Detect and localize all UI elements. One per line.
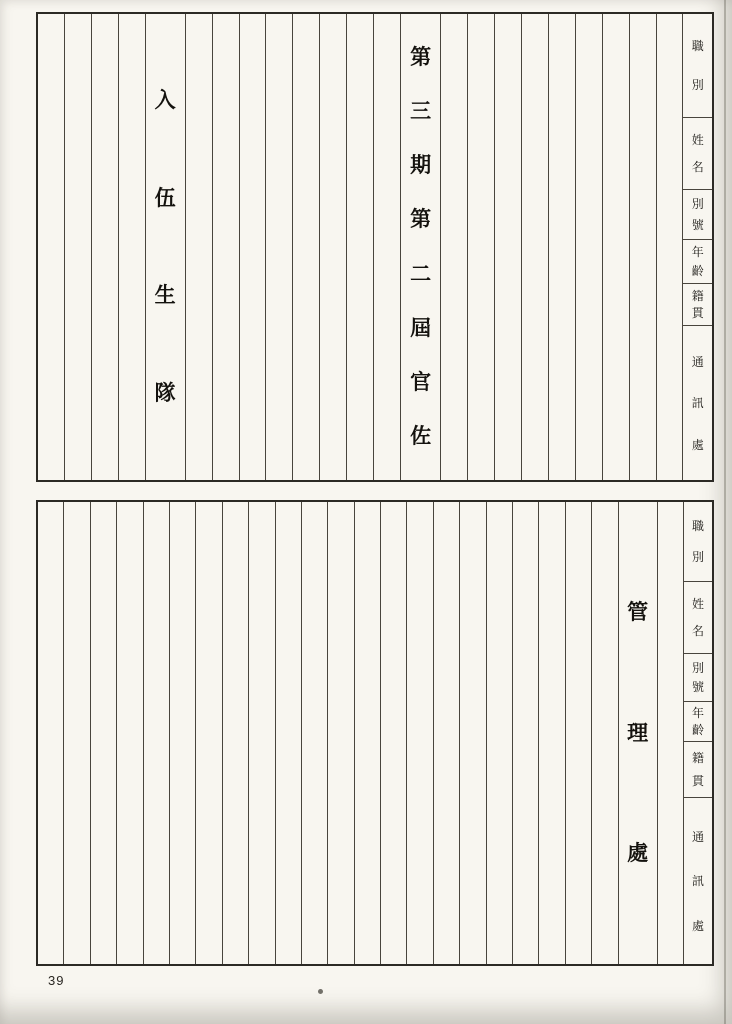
person-column xyxy=(486,502,512,964)
section-title-column xyxy=(145,14,185,480)
field-label-native: 籍 貫 xyxy=(684,742,712,798)
person-column xyxy=(512,502,538,964)
person-column xyxy=(169,502,195,964)
person-column xyxy=(185,14,212,480)
person-column xyxy=(327,502,353,964)
person-column xyxy=(64,14,91,480)
field-labels-column xyxy=(682,14,712,480)
person-column xyxy=(319,14,346,480)
person-column xyxy=(38,502,63,964)
person-column xyxy=(91,14,118,480)
person-column xyxy=(38,14,64,480)
field-label-native: 籍 貫 xyxy=(683,284,712,326)
field-label-hao: 別 號 xyxy=(684,654,712,702)
person-column xyxy=(222,502,248,964)
section-title-column xyxy=(400,14,440,480)
field-label-position: 職 別 xyxy=(683,14,712,118)
section-title-column xyxy=(618,502,657,964)
roster-table-top xyxy=(36,12,714,482)
person-column xyxy=(346,14,373,480)
person-column xyxy=(373,14,400,480)
person-column xyxy=(354,502,380,964)
person-column xyxy=(195,502,221,964)
person-column xyxy=(629,14,656,480)
person-column xyxy=(301,502,327,964)
field-label-address: 通 訊 處 xyxy=(691,354,704,452)
person-column xyxy=(265,14,292,480)
section-title: 入 伍 生 隊 xyxy=(154,89,176,405)
person-column xyxy=(521,14,548,480)
person-column xyxy=(63,502,89,964)
page-number: 39 xyxy=(48,973,65,988)
person-column xyxy=(494,14,521,480)
field-label-address: 通 訊 處 xyxy=(692,829,705,933)
scan-smudge-artifact xyxy=(318,989,323,994)
section-title: 管 理 處 xyxy=(627,600,649,866)
person-column xyxy=(143,502,169,964)
person-column xyxy=(248,502,274,964)
person-column xyxy=(538,502,564,964)
person-column xyxy=(467,14,494,480)
field-label-position: 職 別 xyxy=(684,502,712,582)
person-column xyxy=(575,14,602,480)
section-title: 第 三 期 第 二 屆 官 佐 xyxy=(410,46,432,448)
person-column xyxy=(406,502,432,964)
field-labels-column xyxy=(683,502,712,964)
person-column xyxy=(239,14,266,480)
field-label-name: 姓 名 xyxy=(683,118,712,190)
person-column xyxy=(118,14,145,480)
person-column xyxy=(275,502,301,964)
person-column xyxy=(656,14,683,480)
field-label-age: 年 齡 xyxy=(684,702,712,742)
person-column xyxy=(433,502,459,964)
roster-table-bottom xyxy=(36,500,714,966)
person-column xyxy=(90,502,116,964)
scan-edge-artifact xyxy=(724,0,726,1024)
person-column xyxy=(548,14,575,480)
person-column xyxy=(591,502,617,964)
field-label-hao: 別 號 xyxy=(683,190,712,240)
person-column xyxy=(657,502,683,964)
person-column xyxy=(380,502,406,964)
person-column xyxy=(212,14,239,480)
field-label-name: 姓 名 xyxy=(684,582,712,654)
person-column xyxy=(440,14,467,480)
person-column xyxy=(565,502,591,964)
person-column xyxy=(292,14,319,480)
person-column xyxy=(116,502,142,964)
field-label-age: 年 齡 xyxy=(683,240,712,284)
person-column xyxy=(602,14,629,480)
person-column xyxy=(459,502,485,964)
